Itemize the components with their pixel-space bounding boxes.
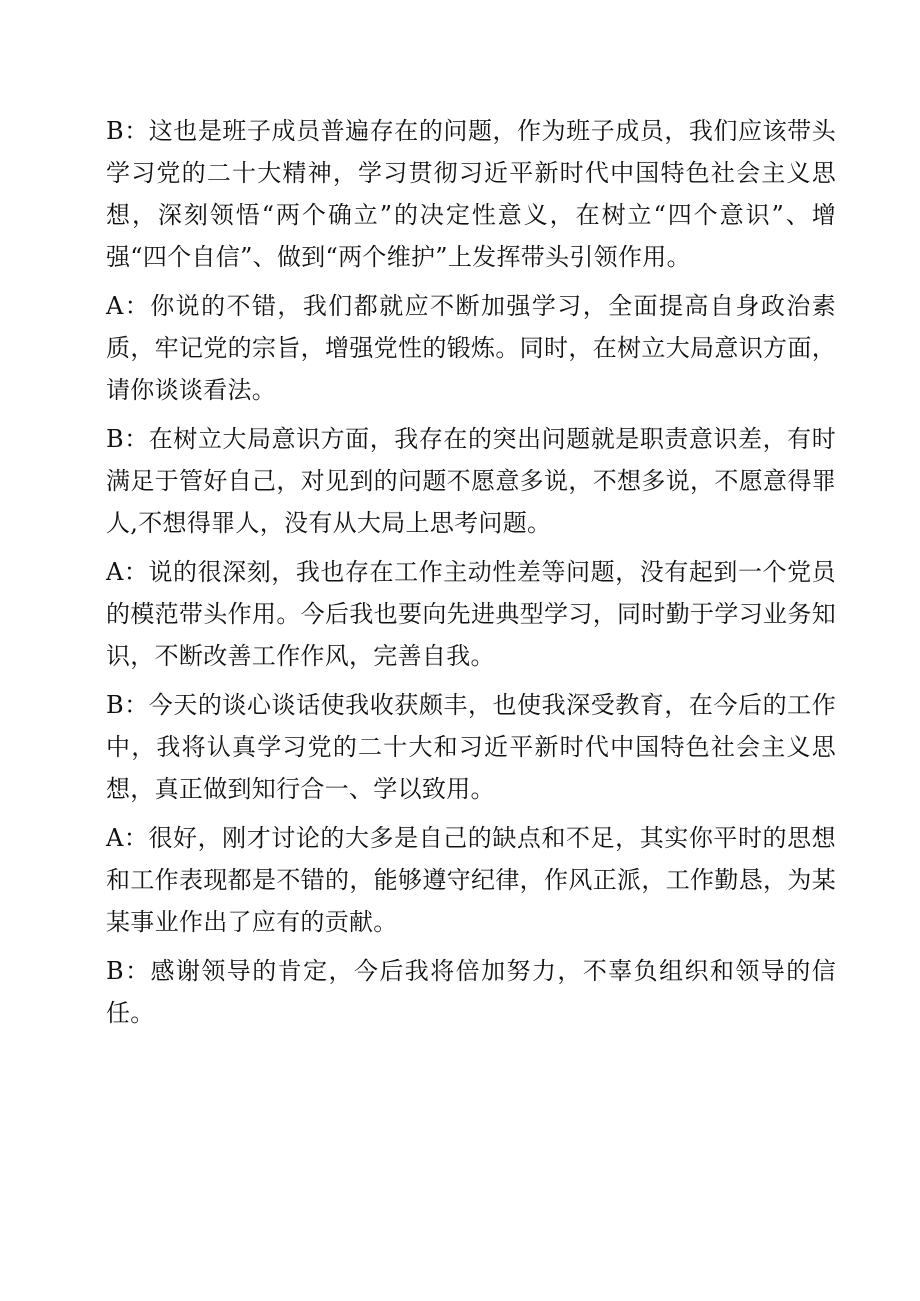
paragraph-b-1: B：这也是班子成员普遍存在的问题，作为班子成员，我们应该带头学习党的二十大精神，学习贯彻习近平新时代中国特色社会主义思想，深刻领悟“两个确立”的决定性意义，在树立“四个意识”、增强“四个自信”、做到“两个维护”上发挥带头引领作用。 — [106, 117, 836, 271]
paragraph-b-2: B：在树立大局意识方面，我存在的突出问题就是职责意识差，有时满足于管好自己，对见到的问题不愿意多说，不想多说，不愿意得罪人,不想得罪人，没有从大局上思考问题。 — [106, 425, 836, 537]
paragraph-b-3: B：今天的谈心谈话使我收获颇丰，也使我深受教育，在今后的工作中，我将认真学习党的二十大和习近平新时代中国特色社会主义思想，真正做到知行合一、学以致用。 — [106, 691, 836, 803]
paragraph-b-4: B：感谢领导的肯定，今后我将倍加努力，不辜负组织和领导的信任。 — [106, 957, 836, 1027]
paragraph-a-2: A：说的很深刻，我也存在工作主动性差等问题，没有起到一个党员的模范带头作用。今后我也要向先进典型学习，同时勤于学习业务知识，不断改善工作作风，完善自我。 — [106, 558, 836, 670]
paragraph-a-1: A：你说的不错，我们都就应不断加强学习，全面提高自身政治素质，牢记党的宗旨，增强党性的锻炼。同时，在树立大局意识方面，请你谈谈看法。 — [106, 292, 836, 404]
dialogue-body — [106, 110, 836, 1041]
paragraph-a-3: A：很好，刚才讨论的大多是自己的缺点和不足，其实你平时的思想和工作表现都是不错的，能够遵守纪律，作风正派，工作勤恳，为某某事业作出了应有的贡献。 — [106, 824, 836, 936]
